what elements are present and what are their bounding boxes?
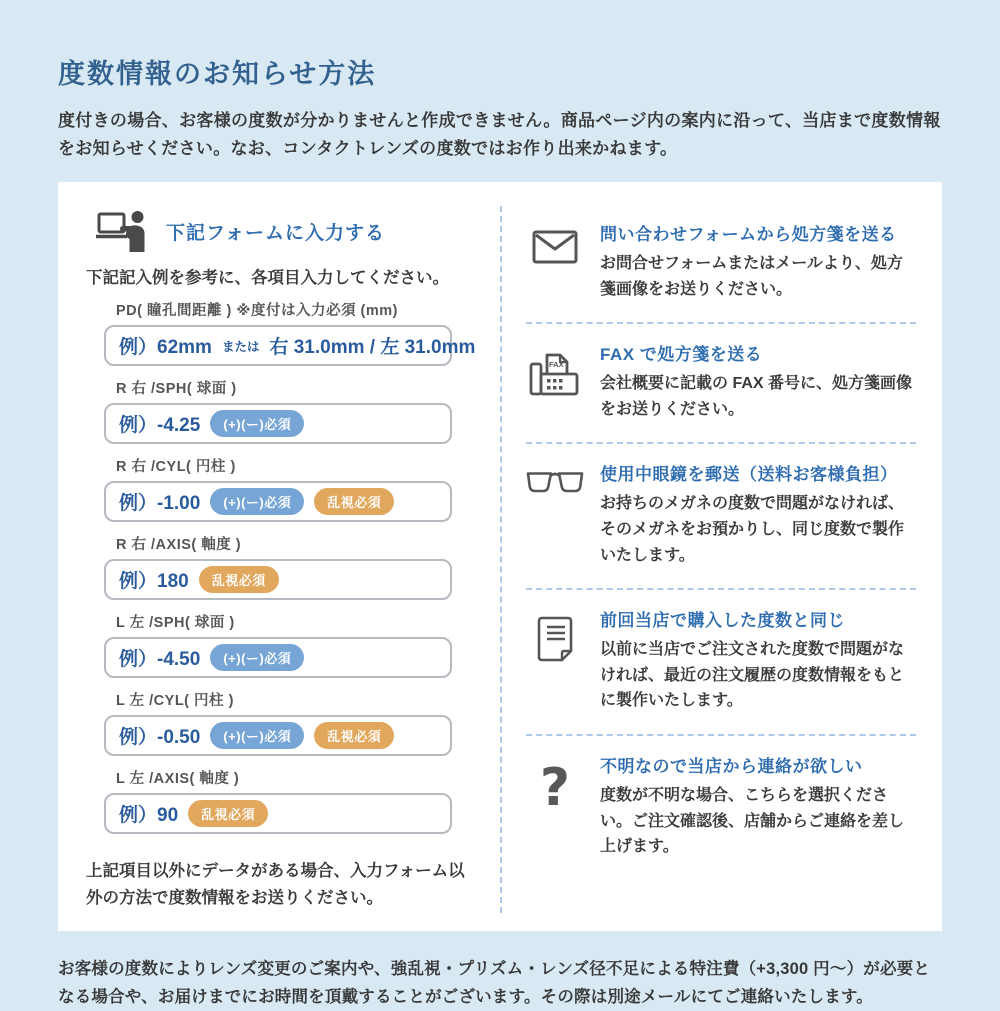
method-item-fax [526, 328, 916, 440]
method-item-mail-glasses [526, 448, 916, 586]
method-body [600, 606, 916, 714]
footer-note: お客様の度数によりレンズ変更のご案内や、強乱視・プリズム・レンズ径不足による特注費（+3,300 円～）が必要となる場合や、お届けまでにお時間を頂戴することがございます。その際は別途メールにてご連絡いたします。 [58, 959, 931, 1006]
method-item-previous-order [526, 594, 916, 732]
field-r-cyl [104, 455, 452, 522]
method-body [600, 340, 916, 422]
form-section [58, 206, 500, 912]
field-box-r-sph [104, 403, 452, 444]
method-description: 度数が不明な場合、こちらを選択ください。ご注文確認後、店舗からご連絡を差し上げます。 [600, 787, 905, 856]
method-body [600, 752, 916, 860]
method-title: 使用中眼鏡を郵送（送料お客様負担） [600, 465, 898, 485]
r-axis-example-value: 例）180 [119, 571, 189, 593]
astigmatism-required-badge: 乱視必須 [314, 722, 394, 749]
field-l-cyl [104, 689, 452, 756]
method-title: 前回当店で購入した度数と同じ [600, 611, 845, 631]
question-mark-glyph: ? [539, 758, 571, 818]
document-icon [526, 606, 584, 714]
astigmatism-required-badge: 乱視必須 [314, 488, 394, 515]
method-title: FAX で処方箋を送る [600, 345, 763, 365]
method-body [600, 220, 916, 302]
pd-example-value: 例）62mm [119, 337, 212, 359]
question-icon [526, 752, 584, 860]
l-sph-example-value: 例）-4.50 [119, 649, 201, 671]
glasses-icon [526, 460, 584, 568]
astigmatism-required-badge: 乱視必須 [188, 800, 268, 827]
form-section-header [96, 210, 472, 252]
field-pd [104, 299, 476, 366]
field-box-r-axis [104, 559, 452, 600]
method-title: 問い合わせフォームから処方箋を送る [600, 225, 897, 245]
method-description: お問合せフォームまたはメールより、処方箋画像をお送りください。 [600, 255, 903, 298]
envelope-icon [526, 220, 584, 302]
intro-text: 度付きの場合、お客様の度数が分かりませんと作成できません。商品ページ内の案内に沿って、当店まで度数情報をお知らせください。なお、コンタクトレンズの度数ではお作り出来かねます。 [58, 111, 941, 158]
field-l-axis [104, 767, 452, 834]
field-box-r-cyl [104, 481, 452, 522]
dashed-divider [526, 442, 916, 444]
field-label-r-cyl: R 右 /CYL( 円柱 ) [116, 459, 236, 476]
method-title: 不明なので当店から連絡が欲しい [600, 757, 863, 776]
fax-icon [526, 340, 584, 422]
r-sph-example-value: 例）-4.25 [119, 415, 201, 437]
dashed-divider [526, 734, 916, 736]
method-description: お持ちのメガネの度数で問題がなければ、そのメガネをお預かりし、同じ度数で製作いたします。 [600, 495, 905, 564]
field-label-r-sph: R 右 /SPH( 球面 ) [116, 381, 237, 398]
l-cyl-example-value: 例）-0.50 [119, 727, 201, 749]
info-card [58, 182, 942, 930]
field-r-sph [104, 377, 452, 444]
r-cyl-example-value: 例）-1.00 [119, 493, 201, 515]
method-body [600, 460, 916, 568]
field-box-pd [104, 325, 476, 366]
field-label-l-sph: L 左 /SPH( 球面 ) [116, 615, 235, 632]
plus-minus-required-badge: (+)(ー)必須 [210, 488, 304, 515]
method-item-contact-form [526, 208, 916, 320]
field-r-axis [104, 533, 452, 600]
form-section-title: 下記フォームに入力する [166, 222, 386, 244]
dashed-divider [526, 322, 916, 324]
astigmatism-required-badge: 乱視必須 [199, 566, 279, 593]
plus-minus-required-badge: (+)(ー)必須 [210, 410, 304, 437]
pd-example-value-2: 右 31.0mm / 左 31.0mm [269, 337, 476, 359]
field-label-pd: PD( 瞳孔間距離 ) ※度付は入力必須 (mm) [116, 303, 398, 320]
plus-minus-required-badge: (+)(ー)必須 [210, 644, 304, 671]
methods-section [500, 206, 942, 912]
person-at-computer-icon [96, 210, 150, 252]
method-item-unknown [526, 740, 916, 878]
form-fields [104, 299, 476, 834]
dashed-divider [526, 588, 916, 590]
field-l-sph [104, 611, 452, 678]
field-label-l-axis: L 左 /AXIS( 軸度 ) [116, 771, 240, 788]
field-box-l-cyl [104, 715, 452, 756]
pd-example-connector: または [221, 339, 260, 354]
method-description: 以前に当店でご注文された度数で問題がなければ、最近の注文履歴の度数情報をもとに製作いたします。 [600, 641, 905, 710]
form-instruction: 下記記入例を参考に、各項目入力してください。 [86, 269, 449, 288]
svg-text:FAX: FAX [549, 360, 564, 370]
field-box-l-sph [104, 637, 452, 678]
field-box-l-axis [104, 793, 452, 834]
method-description: 会社概要に記載の FAX 番号に、処方箋画像をお送りください。 [600, 375, 913, 418]
plus-minus-required-badge: (+)(ー)必須 [210, 722, 304, 749]
l-axis-example-value: 例）90 [119, 805, 179, 827]
page-title: 度数情報のお知らせ方法 [58, 59, 377, 89]
form-note: 上記項目以外にデータがある場合、入力フォーム以外の方法で度数情報をお送りください。 [86, 862, 465, 908]
field-label-r-axis: R 右 /AXIS( 軸度 ) [116, 537, 242, 554]
field-label-l-cyl: L 左 /CYL( 円柱 ) [116, 693, 234, 710]
